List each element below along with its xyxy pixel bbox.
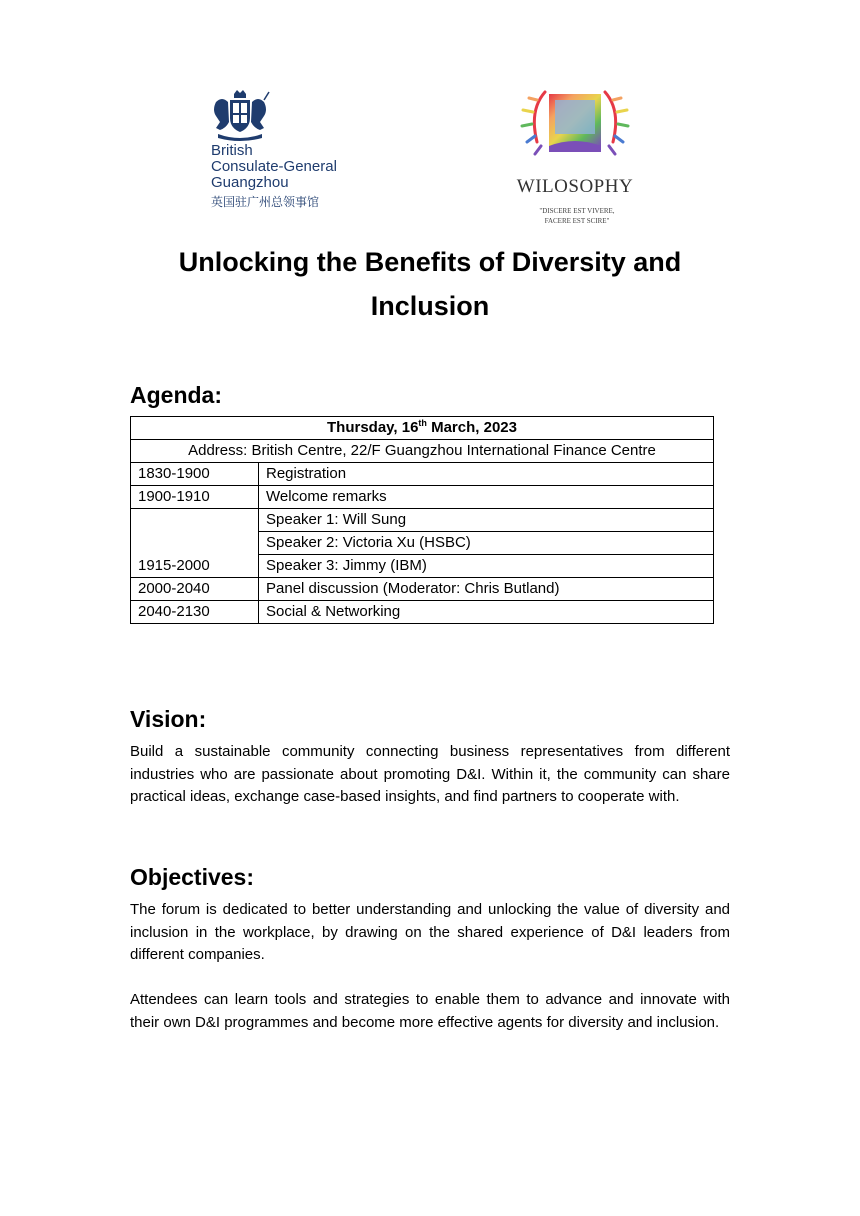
agenda-item: Speaker 3: Jimmy (IBM): [259, 555, 714, 578]
wilosophy-emblem-icon: [515, 80, 635, 170]
agenda-row: [131, 578, 714, 601]
agenda-table: [130, 416, 714, 624]
agenda-date-prefix: Thursday, 16: [327, 419, 419, 436]
agenda-time: 1900-1910: [131, 486, 259, 509]
consulate-name-chinese: 英国驻广州总领事馆: [211, 195, 320, 209]
wilosophy-name: WILOSOPHY: [516, 176, 634, 197]
document-title: [130, 240, 730, 328]
vision-heading: Vision:: [130, 706, 207, 732]
objectives-heading: Objectives:: [130, 864, 254, 890]
agenda-item: Registration: [259, 463, 714, 486]
agenda-row: [131, 486, 714, 509]
consulate-name-line-3: Guangzhou: [211, 174, 289, 191]
consulate-name-line-1: British: [211, 142, 253, 159]
title-line-1: Unlocking the Benefits of Diversity and: [178, 247, 682, 277]
agenda-time: 1915-2000: [131, 509, 259, 578]
agenda-heading: Agenda:: [130, 382, 222, 408]
agenda-item: Speaker 2: Victoria Xu (HSBC): [259, 532, 714, 555]
agenda-row: [131, 463, 714, 486]
vision-text: Build a sustainable community connecting business representatives from different industries who are passionate about promoting D&I. Within it, the community can share practical ideas, exchange case-based insights, and find partners to cooperate with.: [130, 743, 730, 806]
agenda-item: Panel discussion (Moderator: Chris Butland): [259, 578, 714, 601]
agenda-item: Welcome remarks: [259, 486, 714, 509]
agenda-date: [131, 417, 714, 440]
agenda-time: 2000-2040: [131, 578, 259, 601]
royal-coat-of-arms-icon: [208, 88, 272, 142]
agenda-address-row: [131, 440, 714, 463]
consulate-name-line-2: Consulate-General: [211, 158, 337, 175]
wilosophy-motto: [505, 206, 649, 226]
agenda-item: Social & Networking: [259, 601, 714, 624]
objectives-paragraph-2: Attendees can learn tools and strategies to enable them to advance and innovate with their own D&I programmes and become more effective agents for diversity and inclusion.: [130, 991, 730, 1031]
wilosophy-motto-line-1: "DISCERE EST VIVERE,: [539, 207, 615, 215]
agenda-date-suffix: March, 2023: [426, 419, 517, 436]
agenda-row: [131, 601, 714, 624]
agenda-item: Speaker 1: Will Sung: [259, 509, 714, 532]
agenda-date-row: [131, 417, 714, 440]
objectives-paragraph-1: The forum is dedicated to better understanding and unlocking the value of diversity and inclusion in the workplace, by drawing on the shared experience of D&I leaders from different companies.: [130, 901, 730, 964]
agenda-address: Address: British Centre, 22/F Guangzhou International Finance Centre: [131, 440, 714, 463]
agenda-time: 2040-2130: [131, 601, 259, 624]
agenda-date-sup: th: [418, 418, 427, 428]
wilosophy-logo: [505, 80, 655, 230]
wilosophy-motto-line-2: FACERE EST SCIRE": [544, 217, 610, 225]
agenda-time: 1830-1900: [131, 463, 259, 486]
title-line-2: Inclusion: [370, 291, 490, 321]
agenda-row: [131, 509, 714, 532]
british-consulate-logo: [208, 88, 368, 218]
